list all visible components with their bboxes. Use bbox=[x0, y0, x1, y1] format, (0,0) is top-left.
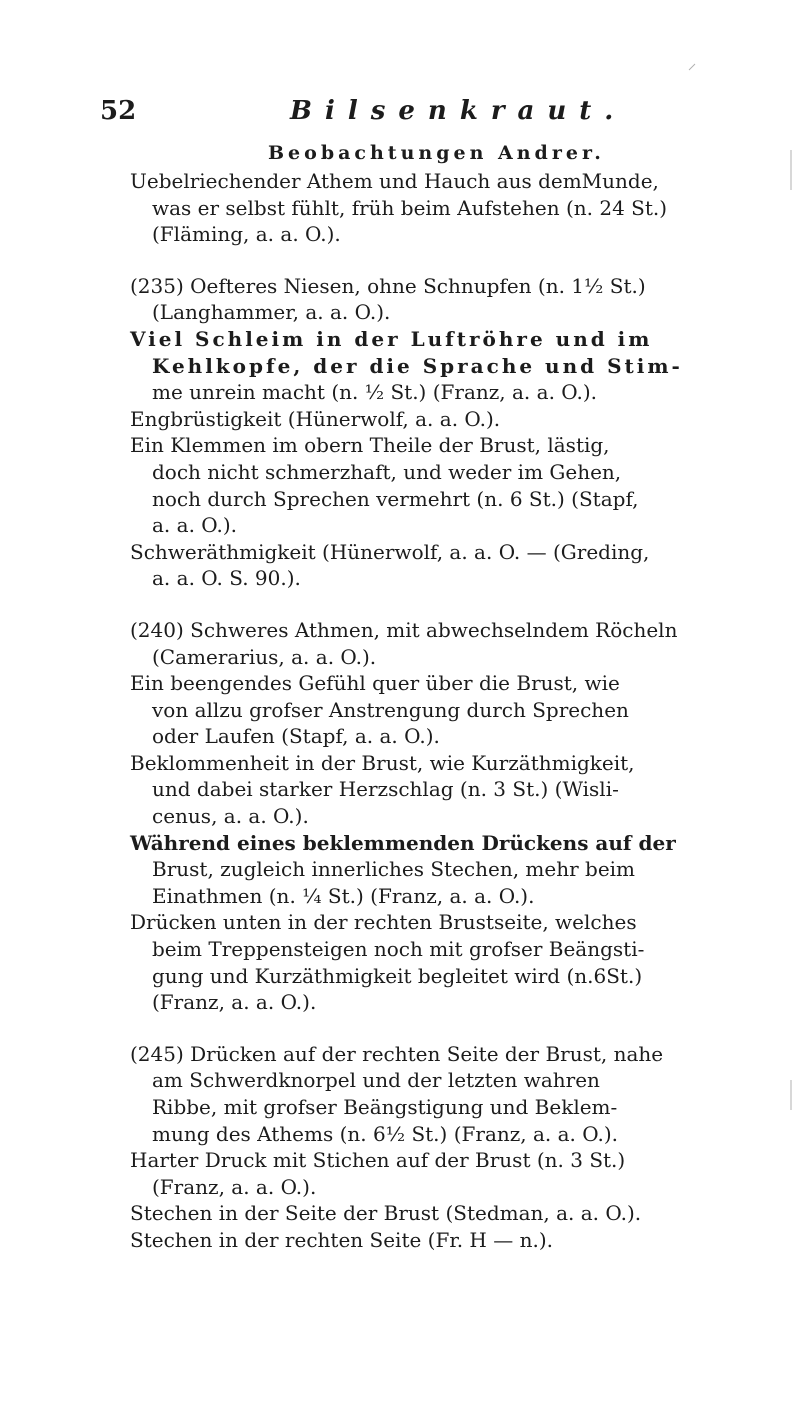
text-line: mung des Athems (n. 6½ St.) (Franz, a. a. O.). bbox=[152, 1121, 619, 1146]
page-edge-mark bbox=[790, 1080, 792, 1110]
text-line: Schweräthmigkeit (Hünerwolf, a. a. O. — (Greding, bbox=[130, 539, 650, 564]
body-text bbox=[130, 168, 770, 1279]
text-line: a. a. O. S. 90.). bbox=[152, 566, 301, 591]
text-line: beim Treppensteigen noch mit grofser Beängsti- bbox=[152, 937, 645, 962]
text-line: Kehlkopfe, der die Sprache und Stim- bbox=[152, 353, 683, 378]
text-line: (Langhammer, a. a. O.). bbox=[152, 300, 391, 325]
text-line: gung und Kurzäthmigkeit begleitet wird (n.6St.) bbox=[152, 963, 643, 988]
text-line: (240) Schweres Athmen, mit abwechselndem Röcheln bbox=[130, 617, 678, 642]
text-line: Brust, zugleich innerliches Stechen, mehr beim bbox=[152, 857, 636, 882]
text-line: (Fläming, a. a. O.). bbox=[152, 222, 341, 247]
text-line: Einathmen (n. ¼ St.) (Franz, a. a. O.). bbox=[152, 883, 535, 908]
text-line: Ein Klemmen im obern Theile der Brust, lästig, bbox=[130, 433, 610, 458]
text-line: Während eines beklemmenden Drückens auf der bbox=[130, 830, 676, 855]
text-line: doch nicht schmerzhaft, und weder im Gehen, bbox=[152, 459, 622, 484]
paragraph bbox=[130, 168, 770, 248]
text-line: (235) Oefteres Niesen, ohne Schnupfen (n. 1½ St.) bbox=[130, 273, 646, 298]
paragraph bbox=[130, 1041, 770, 1254]
paragraph bbox=[130, 273, 770, 592]
running-title: Bilsenkraut. bbox=[290, 96, 627, 126]
text-line: (245) Drücken auf der rechten Seite der Brust, nahe bbox=[130, 1041, 664, 1066]
text-line: cenus, a. a. O.). bbox=[152, 804, 309, 829]
page-smudge bbox=[688, 56, 696, 64]
text-line: Uebelriechender Athem und Hauch aus demMunde, bbox=[130, 169, 659, 193]
page-edge-mark bbox=[790, 150, 792, 190]
text-line: me unrein macht (n. ½ St.) (Franz, a. a. O.). bbox=[152, 380, 598, 405]
page-header bbox=[100, 96, 760, 136]
text-line: a. a. O.). bbox=[152, 513, 238, 538]
section-subheading: Beobachtungen Andrer. bbox=[268, 142, 605, 164]
text-line: (Franz, a. a. O.). bbox=[152, 990, 317, 1015]
text-line: was er selbst fühlt, früh beim Aufstehen (n. 24 St.) bbox=[152, 195, 668, 220]
text-line: (Camerarius, a. a. O.). bbox=[152, 644, 377, 669]
text-line: am Schwerdknorpel und der letzten wahren bbox=[152, 1068, 600, 1093]
text-line: und dabei starker Herzschlag (n. 3 St.) (Wisli- bbox=[152, 777, 619, 802]
paragraph bbox=[130, 617, 770, 1016]
page-number: 52 bbox=[100, 96, 137, 126]
text-line: Stechen in der rechten Seite (Fr. H — n.). bbox=[130, 1227, 553, 1252]
text-line: oder Laufen (Stapf, a. a. O.). bbox=[152, 724, 440, 749]
text-line: noch durch Sprechen vermehrt (n. 6 St.) (Stapf, bbox=[152, 486, 639, 511]
text-line: (Franz, a. a. O.). bbox=[152, 1174, 317, 1199]
text-line: Ribbe, mit grofser Beängstigung und Beklem- bbox=[152, 1095, 618, 1119]
text-line: Harter Druck mit Stichen auf der Brust (n. 3 St.) bbox=[130, 1148, 626, 1173]
text-line: Drücken unten in der rechten Brustseite, welches bbox=[130, 910, 637, 935]
text-line: von allzu grofser Anstrengung durch Sprechen bbox=[152, 697, 629, 722]
text-line: Ein beengendes Gefühl quer über die Brust, wie bbox=[130, 671, 620, 696]
text-line: Engbrüstigkeit (Hünerwolf, a. a. O.). bbox=[130, 406, 501, 431]
text-line: Stechen in der Seite der Brust (Stedman, a. a. O.). bbox=[130, 1201, 642, 1226]
text-line: Beklommenheit in der Brust, wie Kurzäthmigkeit, bbox=[130, 750, 635, 775]
text-line: Viel Schleim in der Luftröhre und im bbox=[130, 326, 653, 351]
